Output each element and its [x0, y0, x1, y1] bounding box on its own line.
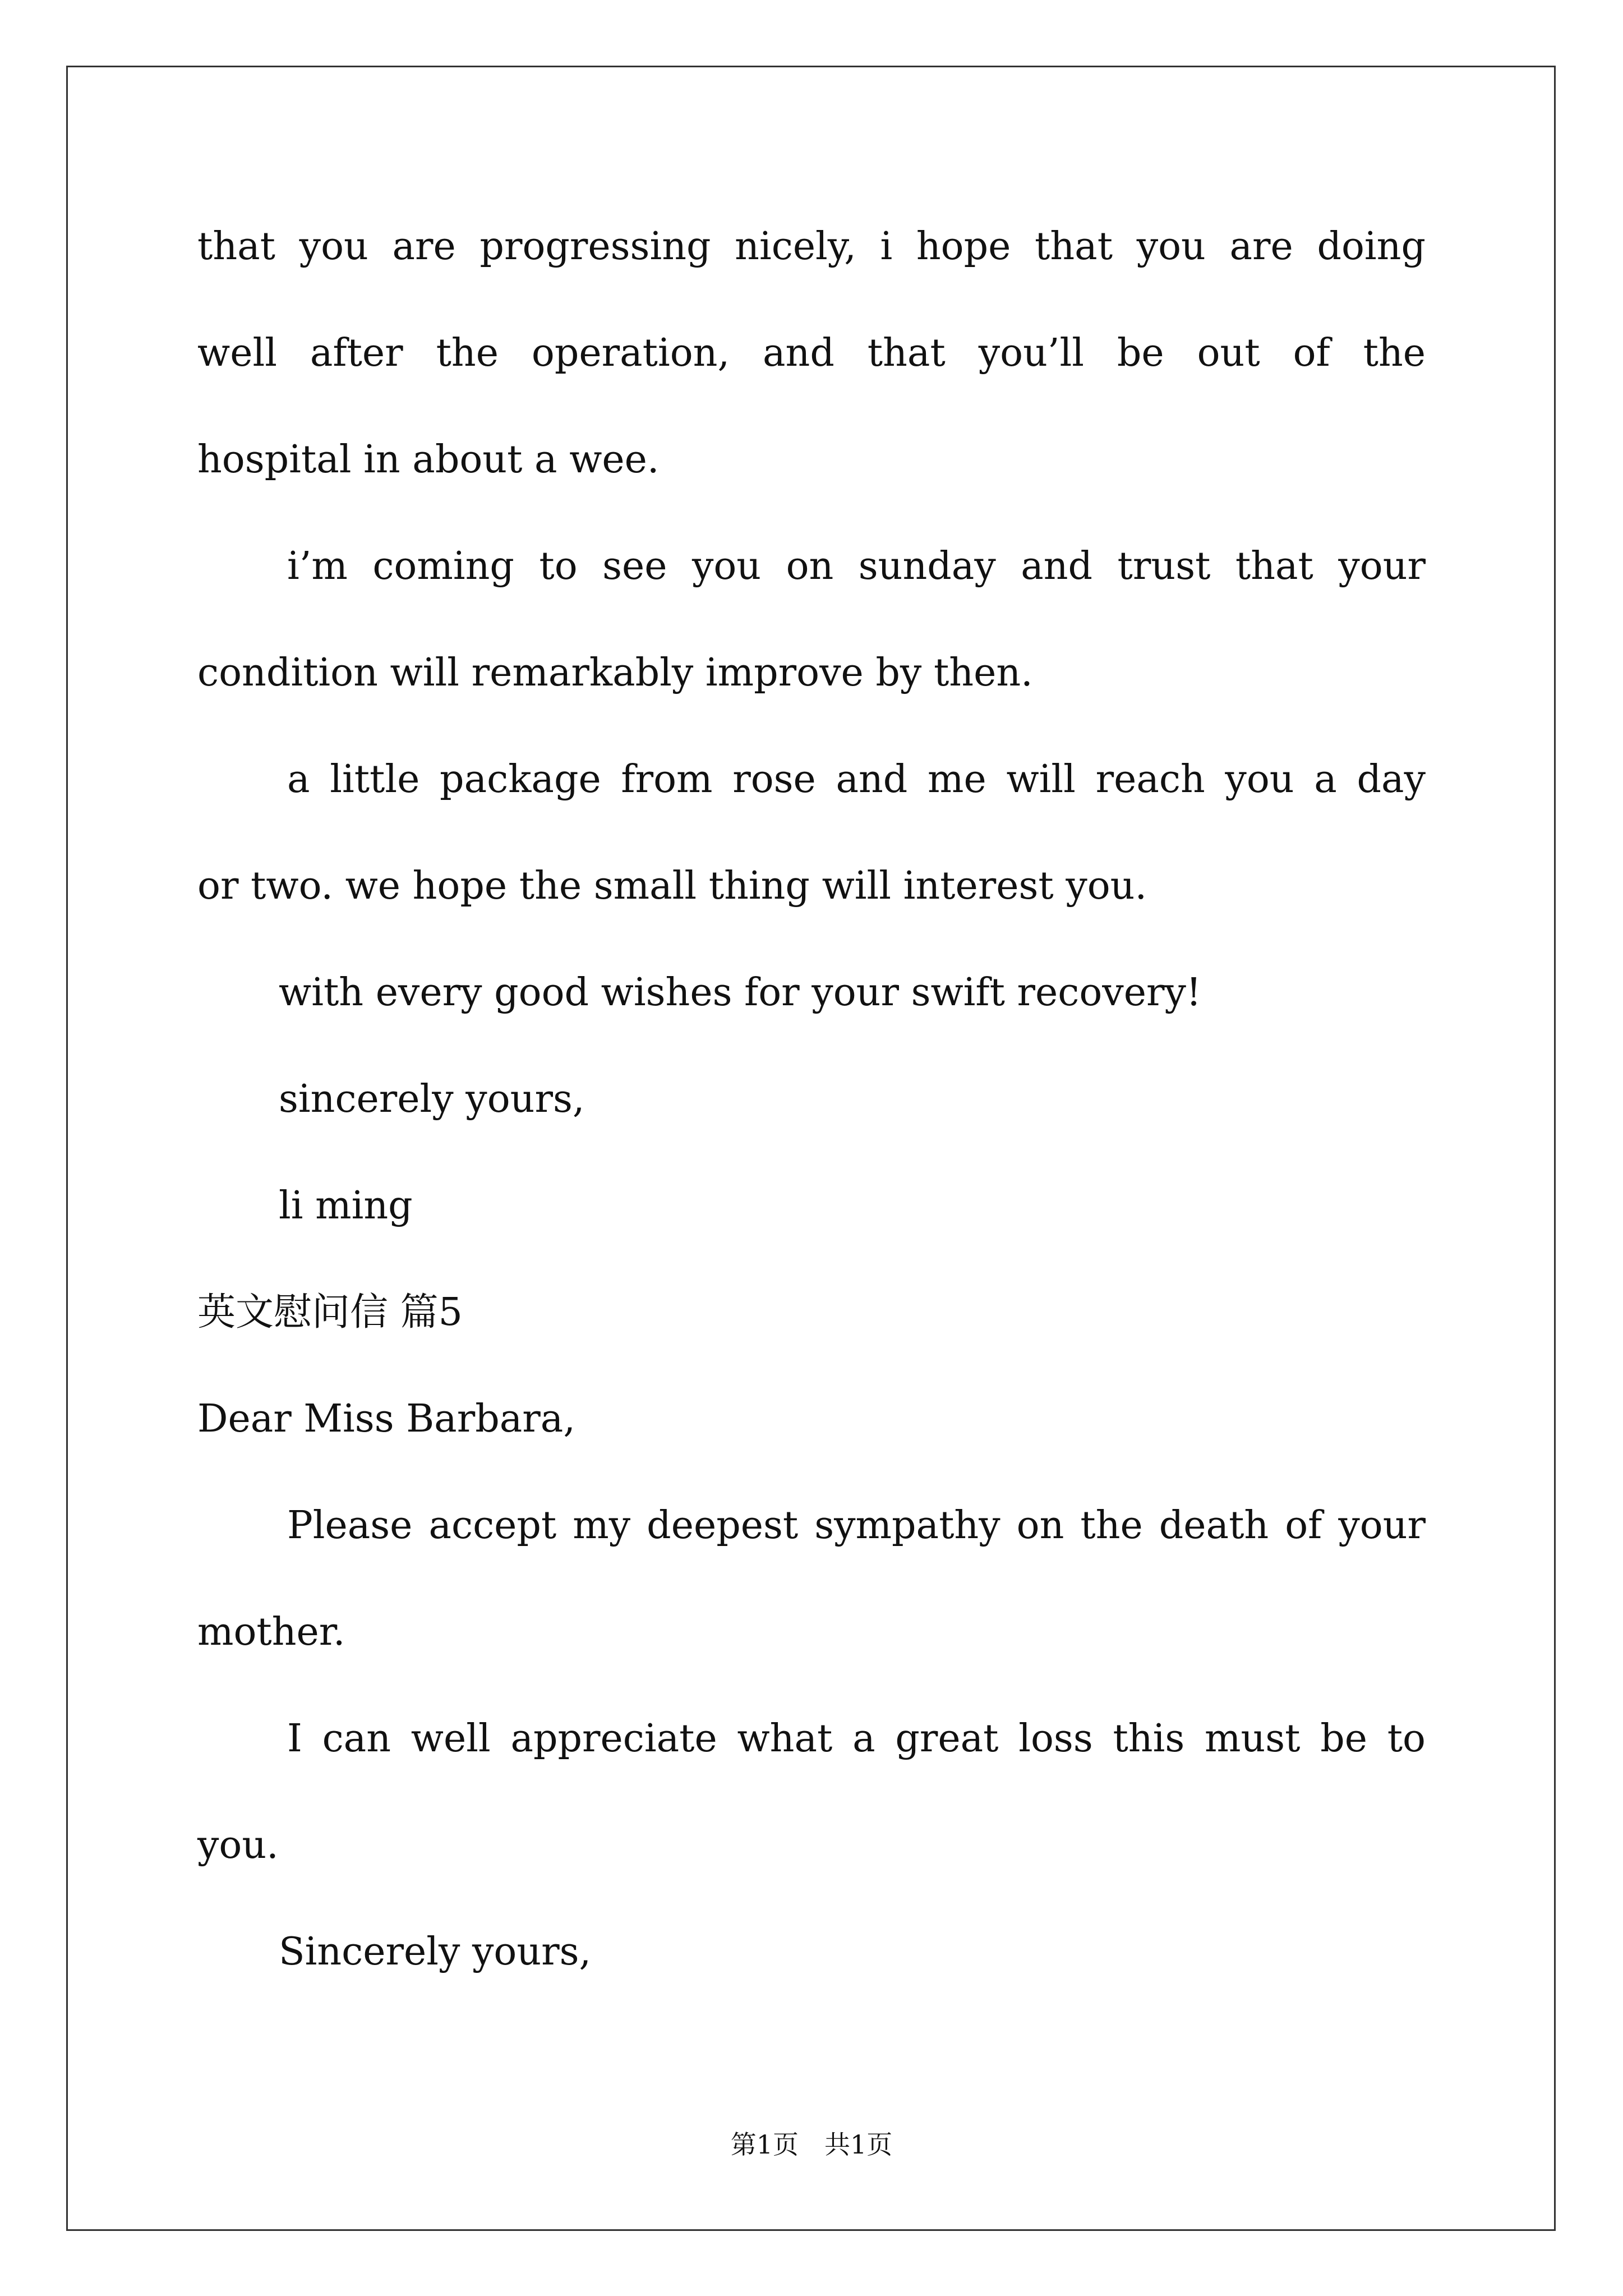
signature-name: li ming: [279, 1184, 413, 1228]
closing: Sincerely yours,: [279, 1930, 592, 1974]
text-line: sincerely yours,: [279, 1077, 585, 1121]
text-line: i’m coming to see you on sunday and trust that your: [287, 544, 1426, 588]
salutation: Dear Miss Barbara,: [197, 1397, 575, 1441]
text-line: condition will remarkably improve by then.: [197, 651, 1033, 695]
text-line: with every good wishes for your swift recovery!: [279, 970, 1202, 1015]
text-line: a little package from rose and me will reach you a day: [287, 757, 1426, 802]
text-line: hospital in about a wee.: [197, 438, 660, 482]
page-border: [66, 66, 1556, 2231]
section-heading: 英文慰问信 篇5: [197, 1290, 463, 1335]
text-line: that you are progressing nicely, i hope that you are doing: [197, 224, 1426, 269]
page-number-footer: 第1页 共1页: [730, 2129, 893, 2160]
text-line: or two. we hope the small thing will interest you.: [197, 864, 1147, 908]
text-line: mother.: [197, 1610, 345, 1654]
text-line: you.: [197, 1823, 279, 1867]
text-line: Please accept my deepest sympathy on the death of your: [287, 1503, 1426, 1548]
text-line: I can well appreciate what a great loss this must be to: [287, 1717, 1426, 1761]
text-line: well after the operation, and that you’ll be out of the: [197, 331, 1426, 375]
